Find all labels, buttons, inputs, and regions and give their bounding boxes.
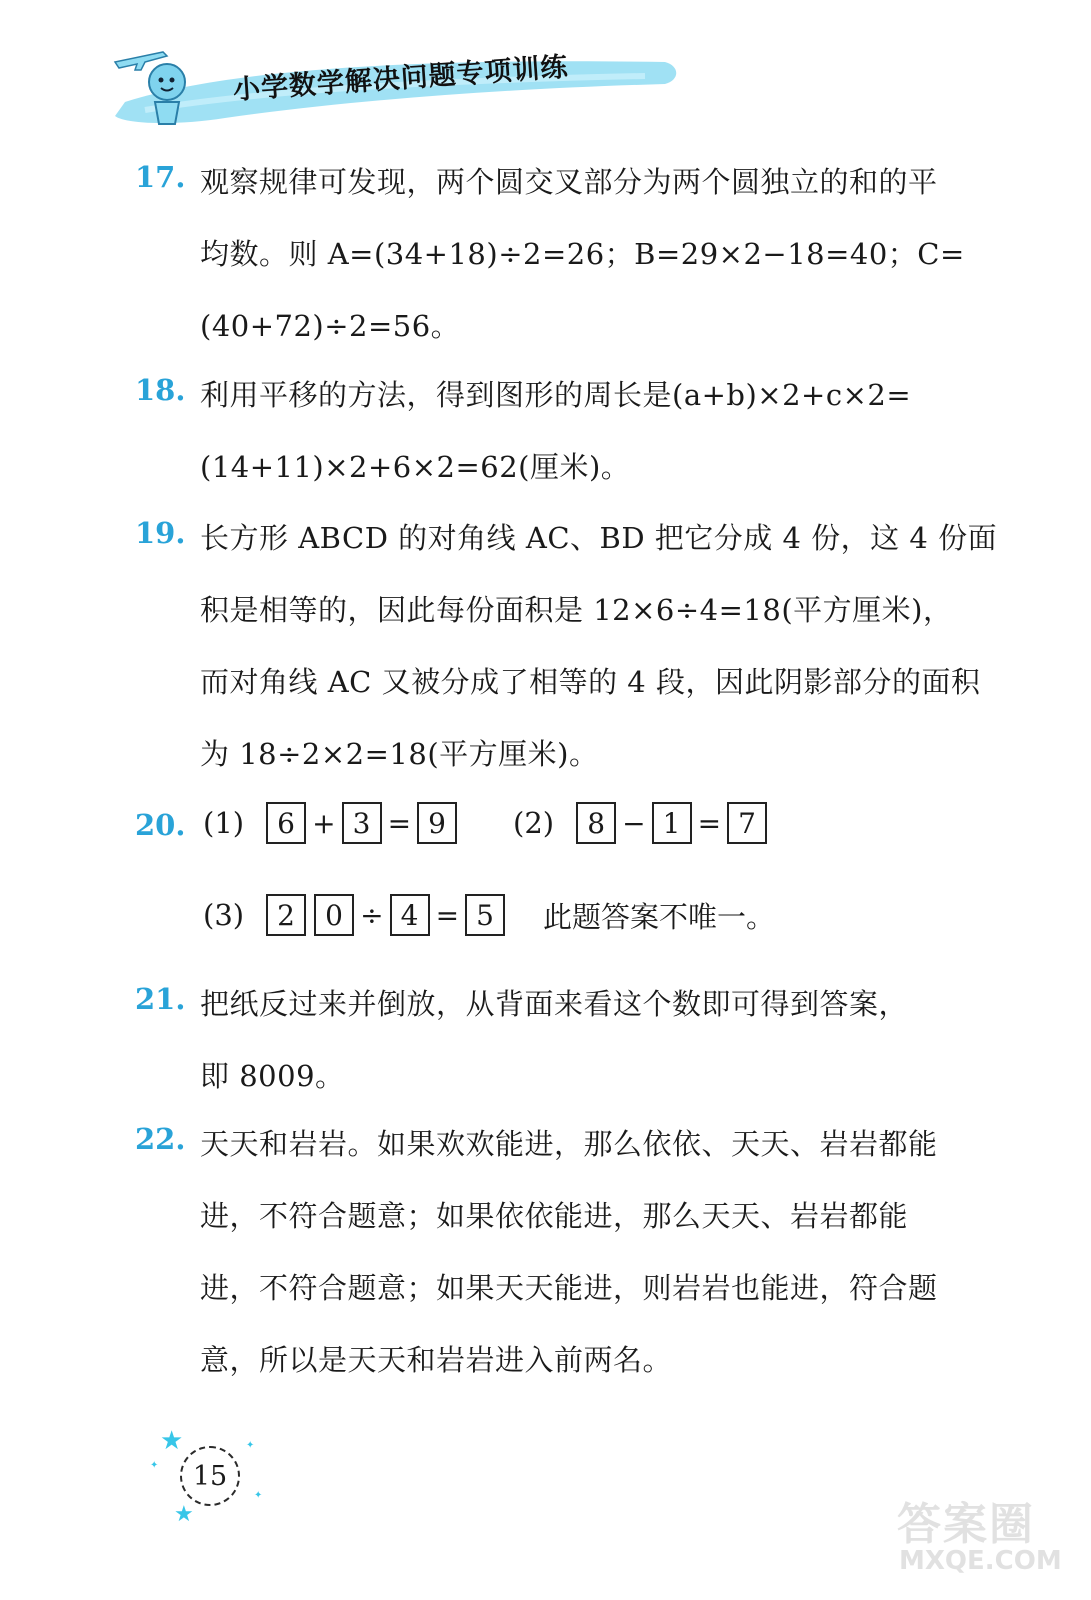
item-number: 17. [135, 160, 186, 194]
item-line: 为 18÷2×2=18(平方厘米)。 [200, 737, 599, 771]
equals-sign: = [435, 898, 460, 932]
equation-row-1 [203, 802, 771, 844]
digit-box: 7 [727, 802, 767, 844]
digit-box: 8 [576, 802, 616, 844]
item-number: 20. [135, 808, 186, 842]
header-banner [105, 40, 685, 130]
part-label: (1) [203, 806, 245, 840]
page-number-badge [150, 1426, 270, 1530]
item-line: 即 8009。 [200, 1059, 345, 1093]
watermark-text: 答案圈 [897, 1499, 1035, 1550]
item-line: 观察规律可发现，两个圆交叉部分为两个圆独立的和的平 [200, 165, 938, 199]
operator: ÷ [360, 898, 384, 932]
watermark-url: MXQE.COM [899, 1546, 1062, 1576]
item-line: 进，不符合题意；如果天天能进，则岩岩也能进，符合题 [200, 1271, 938, 1305]
item-line: 进，不符合题意；如果依依能进，那么天天、岩岩都能 [200, 1199, 909, 1233]
header-title: 小学数学解决问题专项训练 [232, 51, 570, 106]
star-icon: ★ [160, 1426, 184, 1456]
item-line: 把纸反过来并倒放，从背面来看这个数即可得到答案， [200, 987, 909, 1021]
item-line: (40+72)÷2=56。 [200, 309, 461, 343]
part-label: (3) [203, 898, 245, 932]
star-icon: ✦ [150, 1460, 159, 1471]
digit-box: 6 [266, 802, 306, 844]
digit-box: 4 [390, 894, 430, 936]
item-number: 22. [135, 1122, 186, 1156]
item-line: 天天和岩岩。如果欢欢能进，那么依依、天天、岩岩都能 [200, 1127, 938, 1161]
star-icon: ★ [174, 1502, 194, 1527]
digit-box: 9 [417, 802, 457, 844]
item-line: (14+11)×2+6×2=62(厘米)。 [200, 450, 631, 484]
digit-box: 2 [266, 894, 306, 936]
item-number: 19. [135, 516, 186, 550]
equals-sign: = [697, 806, 722, 840]
star-icon: ✦ [254, 1490, 263, 1501]
item-line: 利用平移的方法，得到图形的周长是(a+b)×2+c×2= [200, 378, 912, 412]
operator: − [622, 806, 646, 840]
answer-note: 此题答案不唯一。 [543, 899, 776, 934]
item-line: 而对角线 AC 又被分成了相等的 4 段，因此阴影部分的面积 [200, 665, 981, 699]
digit-box: 3 [342, 802, 382, 844]
item-line: 均数。则 A=(34+18)÷2=26；B=29×2−18=40；C= [200, 237, 965, 271]
item-number: 18. [135, 373, 186, 407]
item-line: 长方形 ABCD 的对角线 AC、BD 把它分成 4 份，这 4 份面 [200, 521, 998, 555]
part-label: (2) [513, 806, 555, 840]
equals-sign: = [387, 806, 412, 840]
digit-box: 1 [652, 802, 692, 844]
operator: + [312, 806, 336, 840]
digit-box: 0 [314, 894, 354, 936]
item-line: 积是相等的，因此每份面积是 12×6÷4=18(平方厘米)， [200, 593, 953, 627]
page-number: 15 [180, 1446, 240, 1506]
watermark-logo [893, 1488, 1063, 1588]
star-icon: ✦ [246, 1440, 255, 1451]
item-number: 21. [135, 982, 186, 1016]
digit-box: 5 [465, 894, 505, 936]
item-line: 意，所以是天天和岩岩进入前两名。 [200, 1343, 673, 1377]
equation-row-2 [203, 894, 775, 936]
